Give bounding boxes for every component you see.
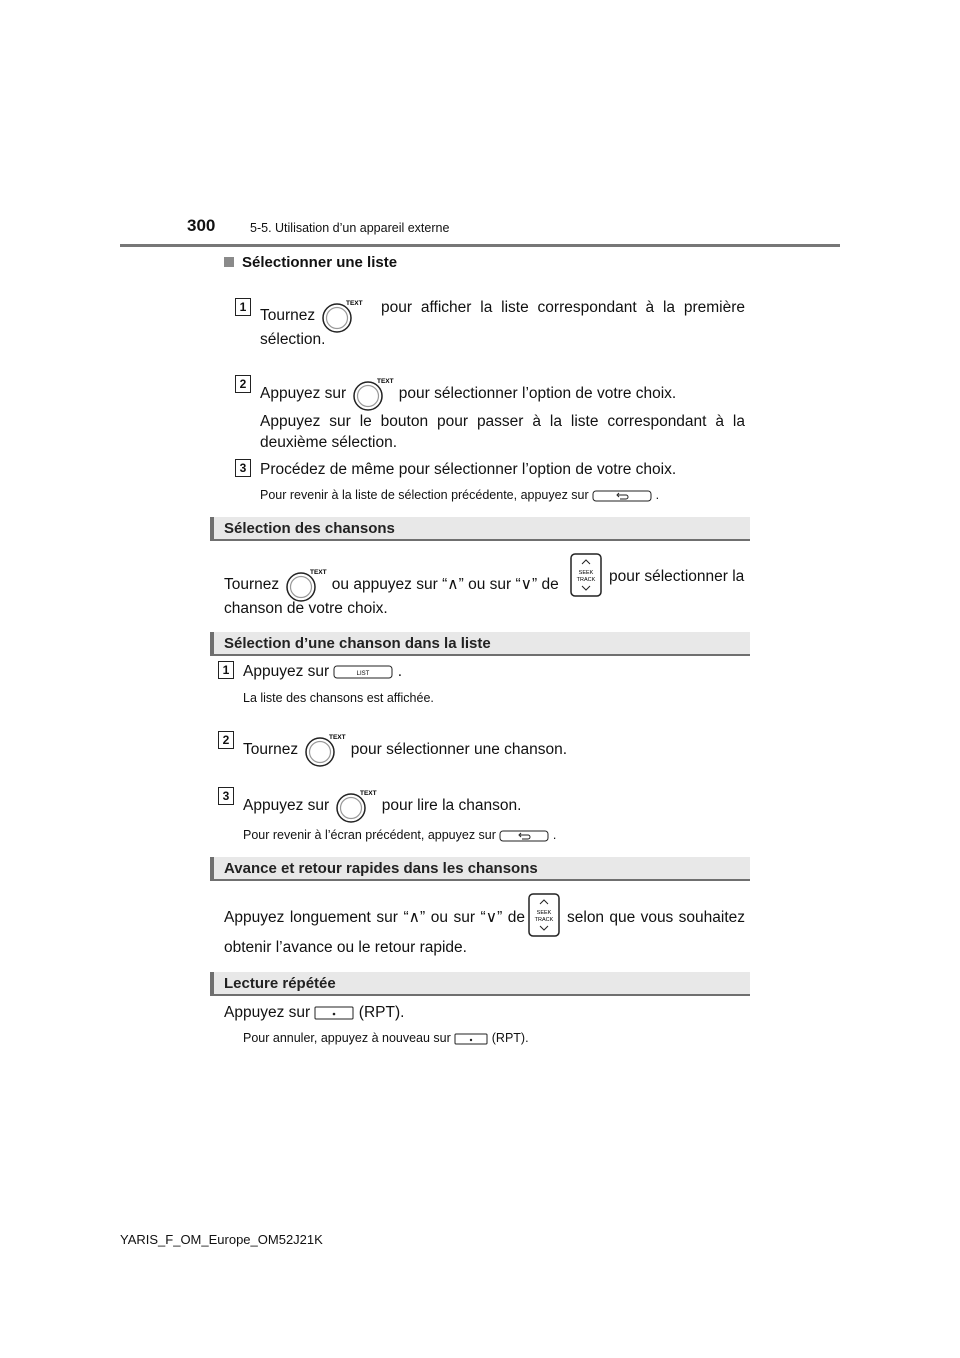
step-number: 1 [218,661,234,679]
page-number: 300 [187,216,216,235]
section-title: 5-5. Utilisation d’un appareil externe [250,221,450,235]
svg-text:TRACK: TRACK [534,917,554,923]
svg-text:LIST: LIST [357,670,370,677]
text-knob-icon [283,567,327,603]
body-text: obtenir l’avance ou le retour rapide. [224,939,467,956]
body-text: Tournez TEXT ou appuyez sur “∧” ou sur “∨” de [224,567,559,603]
svg-text:TRACK: TRACK [576,577,596,583]
note-text: Pour revenir à la liste de sélection précédente, appuyez sur . [260,488,660,502]
back-button-icon [499,830,549,842]
section-heading-fast-forward: Avance et retour rapides dans les chansons [210,857,750,881]
section-heading-song-select: Sélection des chansons [210,517,750,541]
svg-text:TEXT: TEXT [346,300,364,307]
body-text: chanson de votre choix. [224,600,388,617]
section-heading-song-from-list: Sélection d’une chanson dans la liste [210,632,750,656]
step-number: 3 [235,459,251,477]
svg-text:TEXT: TEXT [360,790,378,797]
header-divider [120,244,840,247]
note-text: La liste des chansons est affichée. [243,691,434,705]
step-text: Appuyez sur le bouton pour passer à la liste correspondant à la [260,413,745,430]
square-bullet-icon [224,257,234,267]
step-text: Appuyez sur LIST . [243,663,403,680]
note-text: Pour revenir à l’écran précédent, appuyez sur . [243,828,557,842]
rpt-button-icon [314,1006,354,1020]
svg-text:TEXT: TEXT [329,734,347,741]
svg-text:TEXT: TEXT [310,569,328,576]
step-text: Tournez TEXT pour sélectionner une chanson. [243,732,567,768]
rpt-button-icon [454,1033,488,1045]
step-number: 2 [235,375,251,393]
body-text: Appuyez sur (RPT). [224,1004,405,1021]
step-text: Appuyez sur TEXT pour sélectionner l’option de votre choix. [260,376,676,412]
step-text: sélection. [260,331,326,348]
subheading-select-list: Sélectionner une liste [224,254,397,271]
step-text: pour afficher la liste correspondant à la première [381,299,745,316]
text-knob-icon [319,298,363,334]
step-text: Appuyez sur TEXT pour lire la chanson. [243,788,521,824]
step-text: Procédez de même pour sélectionner l’option de votre choix. [260,461,677,478]
step-number: 1 [235,298,251,316]
step-text: Tournez TEXT [260,298,363,334]
body-text: pour sélectionner la [609,568,745,585]
text-knob-icon [350,376,394,412]
list-button-icon [333,665,393,679]
back-button-icon [592,490,652,502]
body-text: selon que vous souhaitez [567,909,745,926]
seek-track-button-icon [528,893,560,937]
svg-text:SEEK: SEEK [578,570,594,576]
text-knob-icon [333,788,377,824]
svg-text:TEXT: TEXT [377,378,395,385]
svg-text:SEEK: SEEK [536,910,552,916]
document-id: YARIS_F_OM_Europe_OM52J21K [120,1232,323,1247]
section-heading-repeat: Lecture répétée [210,972,750,996]
step-number: 2 [218,731,234,749]
note-text: Pour annuler, appuyez à nouveau sur (RPT). [243,1031,529,1045]
text-knob-icon [302,732,346,768]
body-text: Appuyez longuement sur “∧” ou sur “∨” de [224,909,526,926]
step-text: deuxième sélection. [260,434,397,451]
seek-track-button-icon [570,553,602,597]
step-number: 3 [218,787,234,805]
